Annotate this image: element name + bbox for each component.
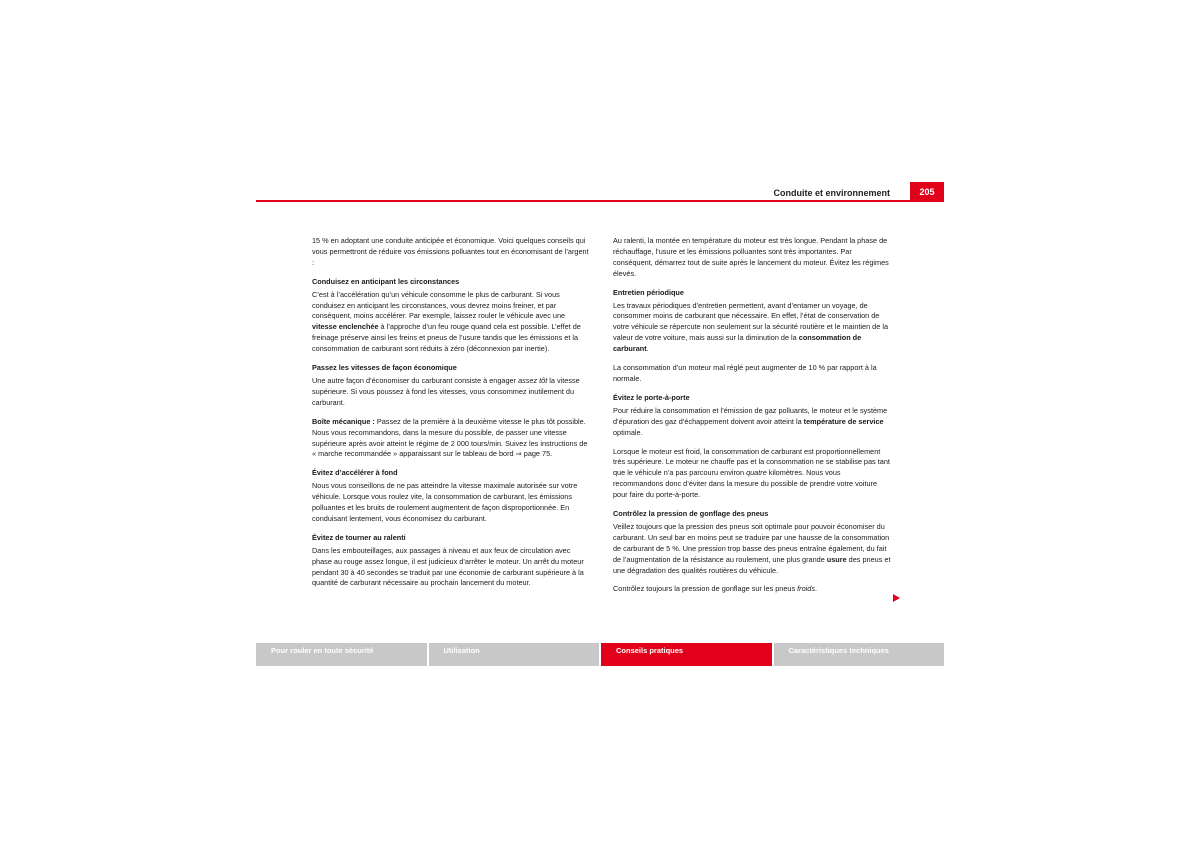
chapter-title: Conduite et environnement xyxy=(773,188,890,198)
body-paragraph: Les travaux périodiques d’entretien permettent, avant d’entamer un voyage, de consommer moins de carburant que nécessaire. En effet, l’état de conservation de votre véhicule se répercute non seulement sur la sécurité routière et le maintien de la valeur de votre voiture, mais aussi sur la diminution de la consommation de carburant. xyxy=(613,300,888,354)
left-column xyxy=(312,236,590,597)
section-heading: Évitez de tourner au ralenti xyxy=(312,532,406,542)
intro-paragraph: Au ralenti, la montée en température du moteur est très longue. Pendant la phase de réchauffage, l’usure et les émissions polluantes sont très importantes. Par conséquent, démarrez tout de suite après le lancement du moteur. Évitez les régimes élevés. xyxy=(613,236,889,278)
body-paragraph: Une autre façon d’économiser du carburant consiste à engager assez tôt la vitesse supérieure. Si vous poussez à fond les vitesses, vous consommez inutilement du carburant. xyxy=(312,375,580,407)
continue-arrow-icon xyxy=(893,594,900,602)
footer-tab-securite[interactable]: Pour rouler en toute sécurité xyxy=(256,643,427,666)
section-heading: Évitez d’accélérer à fond xyxy=(312,468,398,478)
section-heading: Évitez le porte-à-porte xyxy=(613,392,690,402)
body-paragraph: Dans les embouteillages, aux passages à niveau et aux feux de circulation avec phase au rouge assez longue, il est judicieux d’arrêter le moteur. Un arrêt du moteur pendant 30 à 40 secondes se traduit par une économie de carburant supérieure à la quantité de carburant nécessaire au prochain lancement du moteur. xyxy=(312,545,584,588)
intro-paragraph: 15 % en adoptant une conduite anticipée et économique. Voici quelques conseils qui vous permettront de réduire vos émissions polluantes tout en économisant de l’argent : xyxy=(312,236,589,267)
body-paragraph: La consommation d’un moteur mal réglé peut augmenter de 10 % par rapport à la normale. xyxy=(613,363,877,383)
body-paragraph: Veillez toujours que la pression des pneus soit optimale pour pouvoir économiser du carburant. Un seul bar en moins peut se traduire par une hausse de la consommation de carburant de 5 %. Une pression trop basse des pneus entraîne également, du fait de l’augmentation de la résistance au roulement, une plus grande usure des pneus et une dégradation des qualités routières du véhicule. xyxy=(613,521,891,575)
body-paragraph: Pour réduire la consommation et l’émission de gaz polluants, le moteur et le système d’épuration des gaz d’échappement doivent avoir atteint la température de service optimale. xyxy=(613,405,888,437)
section-heading: Conduisez en anticipant les circonstances xyxy=(312,276,460,286)
section-heading: Entretien périodique xyxy=(613,287,684,297)
footer-tab-caracteristiques[interactable]: Caractéristiques techniques xyxy=(774,643,945,666)
footer-nav xyxy=(256,643,944,666)
page-number: 205 xyxy=(910,182,944,202)
body-paragraph: Boîte mécanique : Passez de la première à la deuxième vitesse le plus tôt possible. Nous vous recommandons, dans la mesure du possible, de passer une vitesse supérieure après avoir atteint le régime de 2 000 tours/min. Suivez les instructions de « marche recommandée » apparaissant sur le tableau de bord ⇒ page 75. xyxy=(312,416,588,459)
footer-tab-utilisation[interactable]: Utilisation xyxy=(429,643,600,666)
footer-tab-conseils-pratiques[interactable]: Conseils pratiques xyxy=(601,643,772,666)
right-column xyxy=(613,236,891,603)
section-heading: Contrôlez la pression de gonflage des pneus xyxy=(613,509,769,519)
section-heading: Passez les vitesses de façon économique xyxy=(312,363,457,373)
body-paragraph: Lorsque le moteur est froid, la consommation de carburant est proportionnellement très supérieure. Le moteur ne chauffe pas et la consommation ne se stabilise pas tant que le véhicule n’a pas parcouru environ quatre kilomètres. Nous vous recommandons donc d’éviter dans la mesure du possible de prendre votre voiture pour faire du porte-à-porte. xyxy=(613,446,890,500)
body-paragraph: Nous vous conseillons de ne pas atteindre la vitesse maximale autorisée sur votre véhicule. Lorsque vous roulez vite, la consommation de carburant, les émissions polluantes et les bruits de roulement augmentent de façon disproportionnée. En conduisant lentement, vous économisez du carburant. xyxy=(312,481,578,523)
body-paragraph: Contrôlez toujours la pression de gonflage sur les pneus froids. xyxy=(613,584,818,594)
body-paragraph: C’est à l’accélération qu’un véhicule consomme le plus de carburant. Si vous conduisez en anticipant les circonstances, vous devrez moins freiner, et par conséquent, moins accélérer. Par exemple, laissez rouler le véhicule avec une vitesse enclenchée à l’approche d’un feu rouge quand cela est possible. L’effet de freinage préserve ainsi les freins et pneus de l’usure tandis que les émissions et la consommation de carburant sont réduits à zéro (déconnexion par inertie). xyxy=(312,289,581,354)
header-rule xyxy=(256,200,944,202)
